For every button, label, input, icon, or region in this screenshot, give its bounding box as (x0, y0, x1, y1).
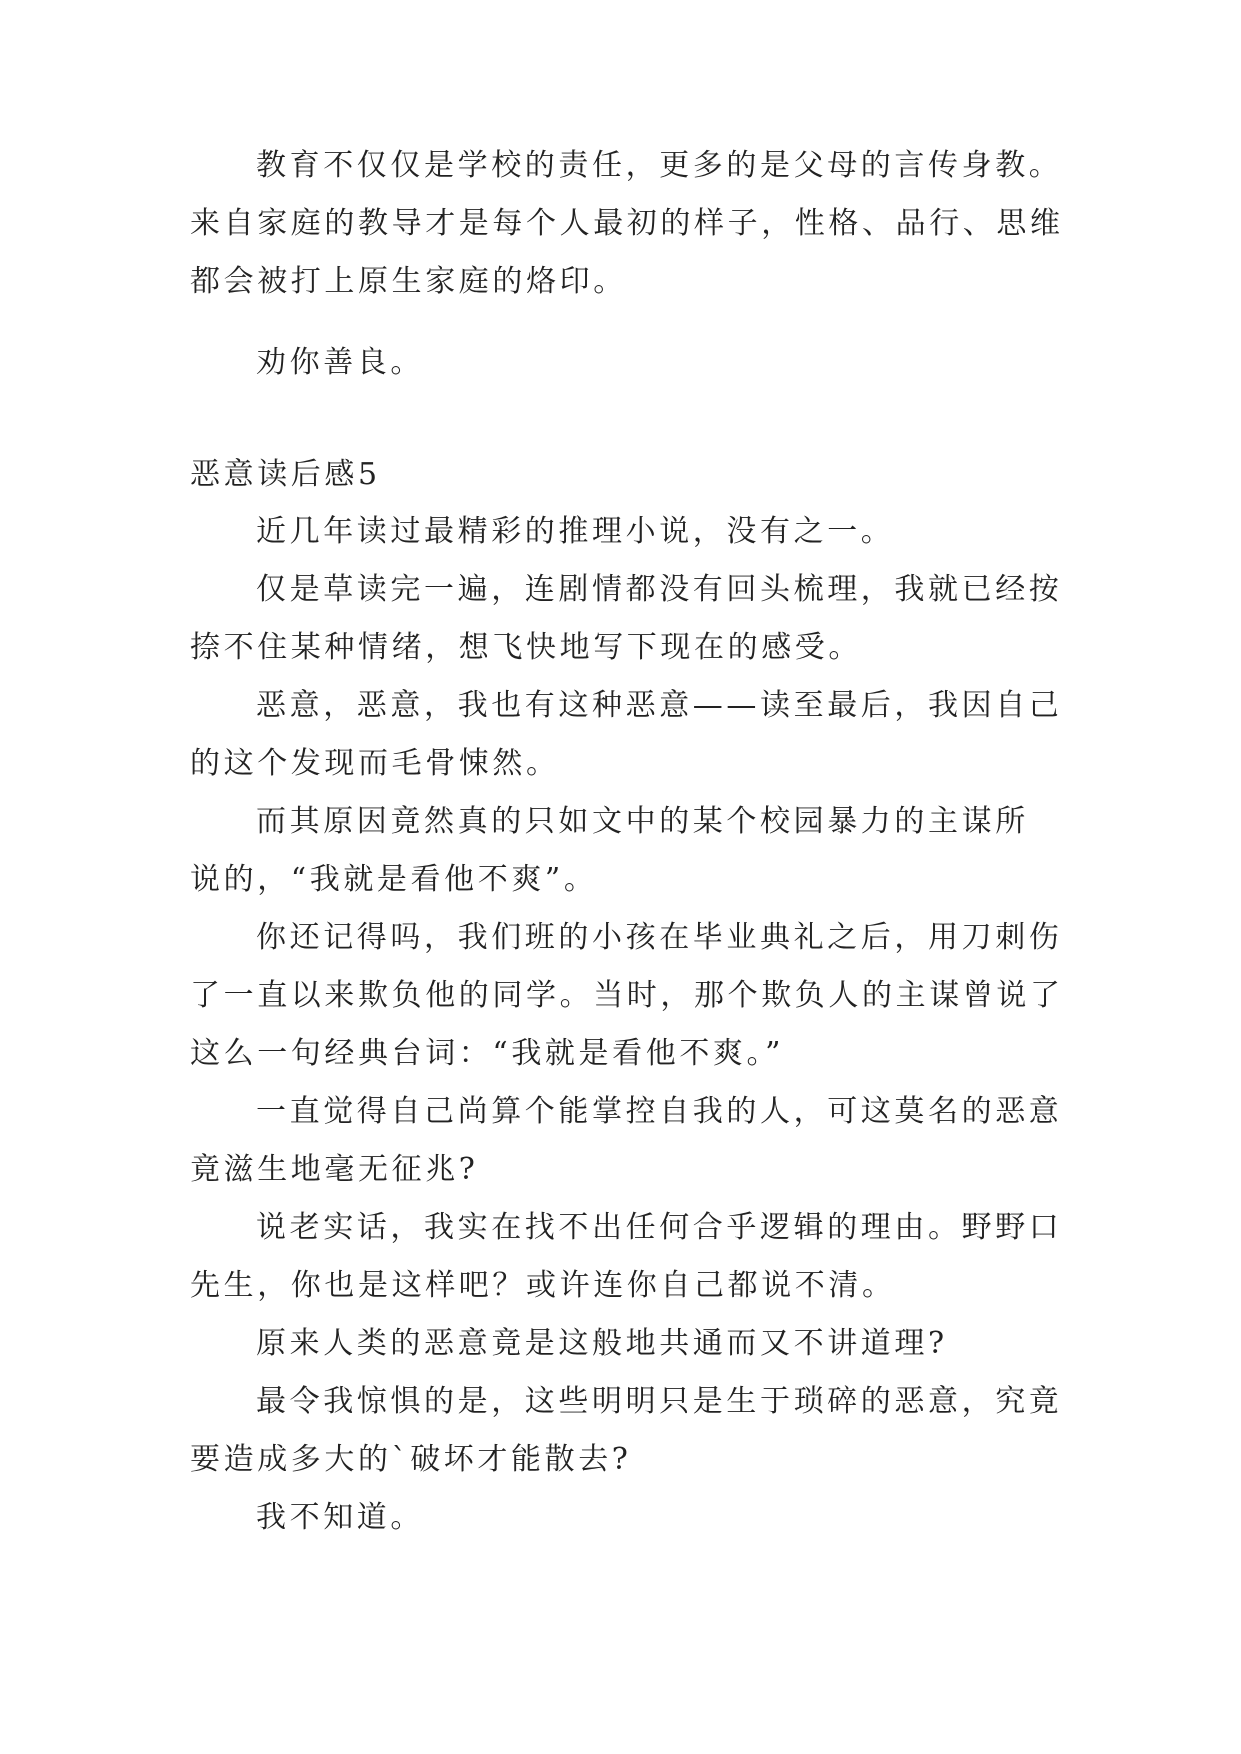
text-line: 捺不住某种情绪，想飞快地写下现在的感受。 (190, 630, 862, 665)
text-line: 劝你善良。 (256, 345, 424, 380)
text-line: 来自家庭的教导才是每个人最初的样子，性格、品行、思维 (190, 206, 1064, 241)
text-line: 竟滋生地毫无征兆? (190, 1152, 479, 1187)
text-line: 要造成多大的`破坏才能散去? (190, 1442, 632, 1477)
paragraph (190, 909, 1064, 1083)
text-line: 你还记得吗，我们班的小孩在毕业典礼之后，用刀刺伤 (256, 920, 1063, 955)
paragraph (190, 137, 1064, 311)
text-line: 教育不仅仅是学校的责任，更多的是父母的言传身教。 (256, 148, 1063, 183)
paragraph (190, 1199, 1063, 1315)
text-line: 原来人类的恶意竟是这般地共通而又不讲道理? (256, 1326, 948, 1361)
paragraph (190, 1315, 1050, 1373)
text-line: 都会被打上原生家庭的烙印。 (190, 264, 627, 299)
text-line: 了一直以来欺负他的同学。当时，那个欺负人的主谋曾说了 (190, 978, 1064, 1013)
text-line: 最令我惊惧的是，这些明明只是生于琐碎的恶意，究竟 (256, 1384, 1063, 1419)
text-line: 这么一句经典台词：“我就是看他不爽。” (190, 1036, 785, 1071)
paragraph (190, 334, 1050, 392)
text-line: 一直觉得自己尚算个能掌控自我的人，可这莫名的恶意 (256, 1094, 1063, 1129)
paragraph (190, 1373, 1063, 1489)
text-line: 我不知道。 (256, 1500, 424, 1535)
text-line: 的这个发现而毛骨悚然。 (190, 746, 560, 781)
text-line: 先生，你也是这样吧？或许连你自己都说不清。 (190, 1268, 896, 1303)
section-heading (190, 446, 1050, 504)
text-line: 恶意，恶意，我也有这种恶意——读至最后，我因自己 (256, 688, 1063, 723)
paragraph (190, 677, 1063, 793)
text-line: 近几年读过最精彩的推理小说，没有之一。 (256, 514, 895, 549)
text-line: 仅是草读完一遍，连剧情都没有回头梳理，我就已经按 (256, 572, 1063, 607)
heading-text: 恶意读后感5 (190, 457, 381, 492)
paragraph (190, 561, 1063, 677)
paragraph (190, 503, 1050, 561)
paragraph (190, 1083, 1063, 1199)
text-line: 说的，“我就是看他不爽”。 (190, 862, 598, 897)
paragraph (190, 1489, 1050, 1547)
text-line: 说老实话，我实在找不出任何合乎逻辑的理由。野野口 (256, 1210, 1063, 1245)
text-line: 而其原因竟然真的只如文中的某个校园暴力的主谋所 (256, 804, 1029, 839)
paragraph (190, 793, 1050, 909)
